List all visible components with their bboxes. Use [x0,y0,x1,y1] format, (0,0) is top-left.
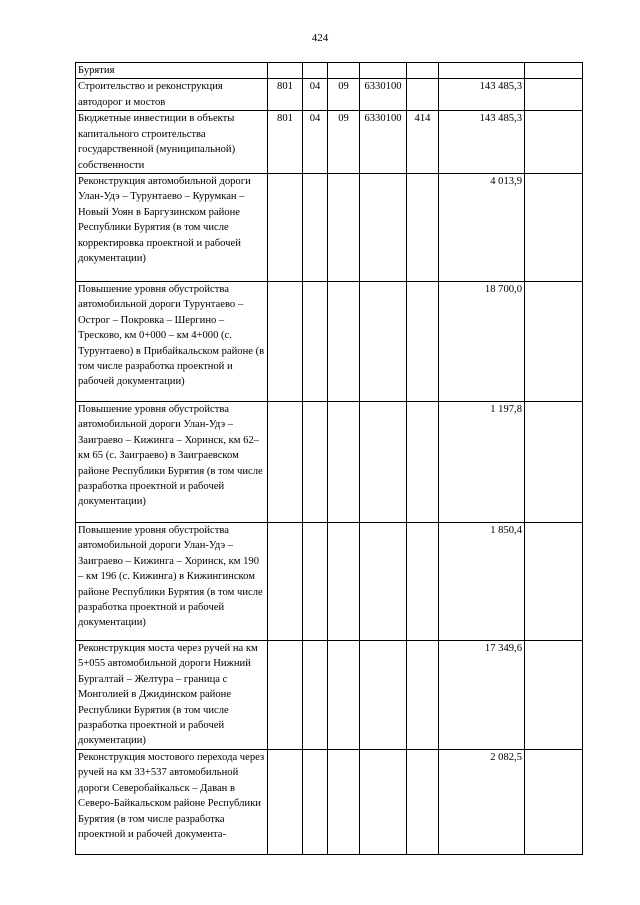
expense-type-cell [407,749,439,854]
row-name-cell: Реконструкция автомобильной дороги Улан-Удэ – Турунтаево – Курумкан – Новый Уоян в Баргузинском районе Республики Бурятия (в том числе корректировка проектной и рабочей документации) [76,174,268,282]
subprogram-code-cell [328,749,360,854]
subprogram-code-cell [328,63,360,79]
target-article-cell [360,282,407,402]
target-article-cell [360,63,407,79]
row-name-cell: Бурятия [76,63,268,79]
extra-cell [525,111,583,174]
table-row [76,641,583,750]
extra-cell [525,749,583,854]
table-row [76,63,583,79]
row-name-cell: Повышение уровня обустройства автомобильной дороги Улан-Удэ – Заиграево – Кижинга – Хоринск, км 190 – км 196 (с. Кижинга) в Кижингинском районе Республики Бурятия (в том числе разработка проектной и рабочей документации) [76,523,268,641]
section-code-cell [268,523,303,641]
budget-table [75,62,583,855]
section-code-cell: 801 [268,111,303,174]
section-code-cell [268,641,303,750]
expense-type-cell [407,641,439,750]
section-code-cell [268,282,303,402]
table-row [76,79,583,111]
section-code-cell [268,174,303,282]
extra-cell [525,641,583,750]
subsection-code-cell [303,402,328,523]
extra-cell [525,63,583,79]
subsection-code-cell [303,641,328,750]
subsection-code-cell: 04 [303,111,328,174]
target-article-cell [360,174,407,282]
amount-cell: 143 485,3 [439,79,525,111]
target-article-cell: 6330100 [360,111,407,174]
table-row [76,174,583,282]
table-row [76,282,583,402]
table-row [76,402,583,523]
row-name-cell: Повышение уровня обустройства автомобильной дороги Улан-Удэ – Заиграево – Кижинга – Хоринск, км 62– км 65 (с. Заиграево) в Заиграевском районе Республики Бурятия (в том числе разработка проектной и рабочей документации) [76,402,268,523]
amount-cell [439,63,525,79]
subprogram-code-cell [328,523,360,641]
subsection-code-cell [303,174,328,282]
section-code-cell [268,749,303,854]
subprogram-code-cell [328,641,360,750]
row-name-cell: Реконструкция мостового перехода через ручей на км 33+537 автомобильной дороги Северобайкальск – Даван в Северо-Байкальском районе Республики Бурятия (в том числе разработка проектной и рабочей документа- [76,749,268,854]
section-code-cell [268,63,303,79]
amount-cell: 4 013,9 [439,174,525,282]
row-name-cell: Строительство и реконструкция автодорог и мостов [76,79,268,111]
expense-type-cell [407,79,439,111]
expense-type-cell: 414 [407,111,439,174]
target-article-cell [360,641,407,750]
amount-cell: 1 197,8 [439,402,525,523]
subprogram-code-cell [328,174,360,282]
extra-cell [525,174,583,282]
row-name-cell: Реконструкция моста через ручей на км 5+055 автомобильной дороги Нижний Бургалтай – Желтура – граница с Монголией в Джидинском районе Республики Бурятия (в том числе разработка проектной и рабочей документации) [76,641,268,750]
subprogram-code-cell [328,402,360,523]
target-article-cell [360,402,407,523]
table-row [76,749,583,854]
extra-cell [525,402,583,523]
expense-type-cell [407,523,439,641]
subsection-code-cell [303,749,328,854]
extra-cell [525,523,583,641]
amount-cell: 18 700,0 [439,282,525,402]
subprogram-code-cell [328,282,360,402]
extra-cell [525,282,583,402]
section-code-cell [268,402,303,523]
subsection-code-cell [303,282,328,402]
subsection-code-cell [303,63,328,79]
table-row [76,523,583,641]
subsection-code-cell: 04 [303,79,328,111]
subprogram-code-cell: 09 [328,79,360,111]
expense-type-cell [407,63,439,79]
expense-type-cell [407,174,439,282]
section-code-cell: 801 [268,79,303,111]
target-article-cell: 6330100 [360,79,407,111]
extra-cell [525,79,583,111]
subprogram-code-cell: 09 [328,111,360,174]
page-number: 424 [311,32,329,44]
subsection-code-cell [303,523,328,641]
amount-cell: 143 485,3 [439,111,525,174]
target-article-cell [360,749,407,854]
target-article-cell [360,523,407,641]
amount-cell: 17 349,6 [439,641,525,750]
expense-type-cell [407,282,439,402]
table-row [76,111,583,174]
amount-cell: 2 082,5 [439,749,525,854]
expense-type-cell [407,402,439,523]
row-name-cell: Повышение уровня обустройства автомобильной дороги Турунтаево – Острог – Покровка – Шергино – Тресково, км 0+000 – км 4+000 (с. Турунтаево) в Прибайкальском районе (в том числе разработка проектной и рабочей документации) [76,282,268,402]
amount-cell: 1 850,4 [439,523,525,641]
row-name-cell: Бюджетные инвестиции в объекты капитального строительства государственной (муниципальной) собственности [76,111,268,174]
